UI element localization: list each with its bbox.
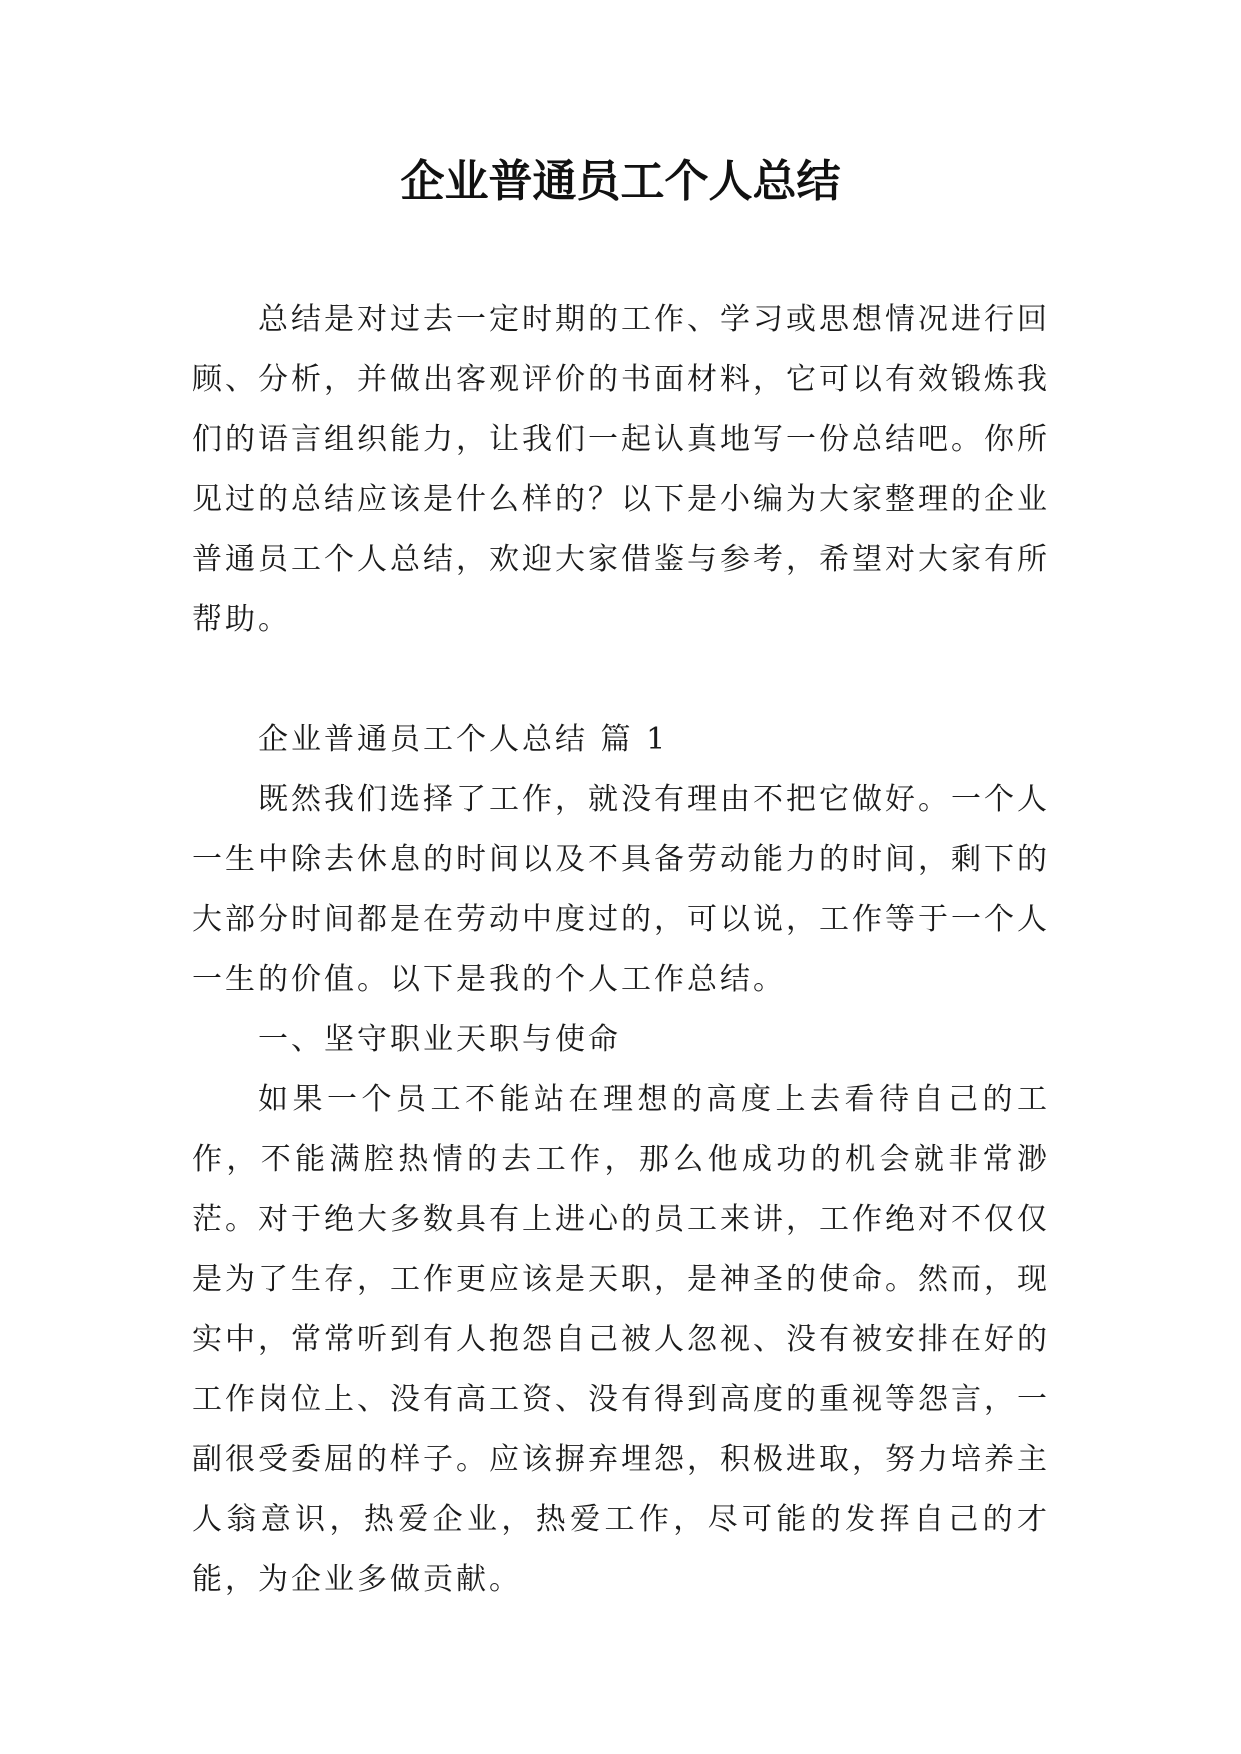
body-paragraph-1: 既然我们选择了工作，就没有理由不把它做好。一个人一生中除去休息的时间以及不具备劳动能力的时间，剩下的大部分时间都是在劳动中度过的，可以说，工作等于一个人一生的价值。以下是我的个人工作总结。 (192, 782, 1050, 997)
paragraph-spacer (192, 650, 1050, 710)
document-body (192, 290, 1050, 1610)
section-title: 企业普通员工个人总结 篇 1 (258, 722, 669, 757)
intro-paragraph: 总结是对过去一定时期的工作、学习或思想情况进行回顾、分析，并做出客观评价的书面材料，它可以有效锻炼我们的语言组织能力，让我们一起认真地写一份总结吧。你所见过的总结应该是什么样的？以下是小编为大家整理的企业普通员工个人总结，欢迎大家借鉴与参考，希望对大家有所帮助。 (192, 302, 1050, 637)
subheading-1: 一、坚守职业天职与使命 (258, 1022, 621, 1057)
body-paragraph-2: 如果一个员工不能站在理想的高度上去看待自己的工作，不能满腔热情的去工作，那么他成功的机会就非常渺茫。对于绝大多数具有上进心的员工来讲，工作绝对不仅仅是为了生存，工作更应该是天职，是神圣的使命。然而，现实中，常常听到有人抱怨自己被人忽视、没有被安排在好的工作岗位上、没有高工资、没有得到高度的重视等怨言，一副很受委屈的样子。应该摒弃埋怨，积极进取，努力培养主人翁意识，热爱企业，热爱工作，尽可能的发挥自己的才能，为企业多做贡献。 (192, 1082, 1050, 1597)
document-title: 企业普通员工个人总结 (400, 156, 841, 207)
